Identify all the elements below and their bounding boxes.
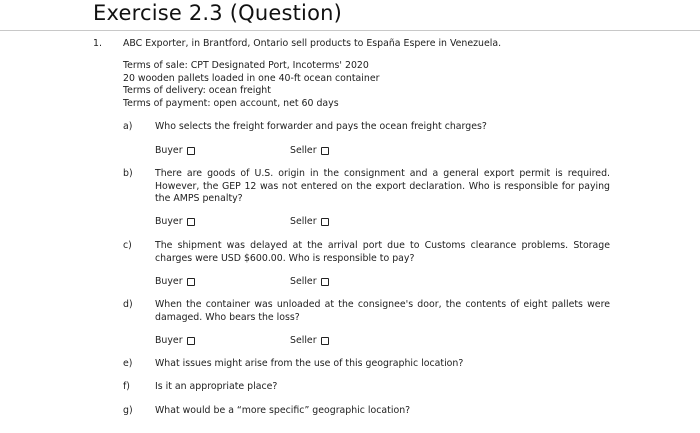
seller-label: Seller bbox=[290, 145, 317, 156]
question-b-buyer-option[interactable] bbox=[155, 216, 195, 227]
question-c-text: The shipment was delayed at the arrival port due to Customs clearance problems. Storage charges were USD $600.00. Who is responsible to pay? bbox=[155, 240, 610, 264]
question-b-letter: b) bbox=[123, 168, 133, 179]
question-f-letter: f) bbox=[123, 381, 130, 392]
question-c-letter: c) bbox=[123, 240, 132, 251]
seller-checkbox[interactable] bbox=[321, 278, 329, 286]
question-d-letter: d) bbox=[123, 299, 133, 310]
terms-of-delivery: Terms of delivery: ocean freight bbox=[123, 85, 271, 97]
buyer-label: Buyer bbox=[155, 145, 183, 156]
terms-of-payment: Terms of payment: open account, net 60 days bbox=[123, 97, 339, 109]
question-d-text: When the container was unloaded at the consignee's door, the contents of eight pallets were damaged. Who bears the loss? bbox=[155, 299, 610, 323]
terms-block bbox=[123, 60, 379, 110]
seller-checkbox[interactable] bbox=[321, 147, 329, 155]
intro-text: ABC Exporter, in Brantford, Ontario sell products to España Espere in Venezuela. bbox=[123, 38, 502, 49]
question-c-seller-option[interactable] bbox=[290, 276, 329, 287]
buyer-checkbox[interactable] bbox=[187, 147, 195, 155]
buyer-checkbox[interactable] bbox=[187, 337, 195, 345]
seller-label: Seller bbox=[290, 276, 317, 287]
question-a-letter: a) bbox=[123, 121, 133, 132]
question-f-text: Is it an appropriate place? bbox=[155, 381, 278, 392]
question-e-text: What issues might arise from the use of this geographic location? bbox=[155, 358, 464, 369]
question-b-seller-option[interactable] bbox=[290, 216, 329, 227]
buyer-checkbox[interactable] bbox=[187, 218, 195, 226]
terms-pallets: 20 wooden pallets loaded in one 40-ft ocean container bbox=[123, 72, 380, 84]
question-a-text: Who selects the freight forwarder and pays the ocean freight charges? bbox=[155, 121, 487, 132]
question-e-letter: e) bbox=[123, 358, 133, 369]
seller-checkbox[interactable] bbox=[321, 337, 329, 345]
question-a-buyer-option[interactable] bbox=[155, 145, 195, 156]
page-title: Exercise 2.3 (Question) bbox=[93, 1, 343, 25]
item-number: 1. bbox=[93, 38, 102, 49]
question-d-seller-option[interactable] bbox=[290, 335, 329, 346]
buyer-checkbox[interactable] bbox=[187, 278, 195, 286]
buyer-label: Buyer bbox=[155, 216, 183, 227]
buyer-label: Buyer bbox=[155, 276, 183, 287]
question-d-buyer-option[interactable] bbox=[155, 335, 195, 346]
question-c-buyer-option[interactable] bbox=[155, 276, 195, 287]
terms-of-sale: Terms of sale: CPT Designated Port, Incoterms' 2020 bbox=[123, 60, 369, 71]
question-g-text: What would be a “more specific” geographic location? bbox=[155, 405, 411, 416]
seller-label: Seller bbox=[290, 335, 317, 346]
seller-label: Seller bbox=[290, 216, 317, 227]
title-divider bbox=[0, 30, 700, 31]
question-a-seller-option[interactable] bbox=[290, 145, 329, 156]
seller-checkbox[interactable] bbox=[321, 218, 329, 226]
question-g-letter: g) bbox=[123, 405, 133, 416]
question-b-text: There are goods of U.S. origin in the consignment and a general export permit is required. However, the GEP 12 was not entered on the export declaration. Who is responsible for paying the AMPS penalty? bbox=[155, 168, 610, 205]
buyer-label: Buyer bbox=[155, 335, 183, 346]
